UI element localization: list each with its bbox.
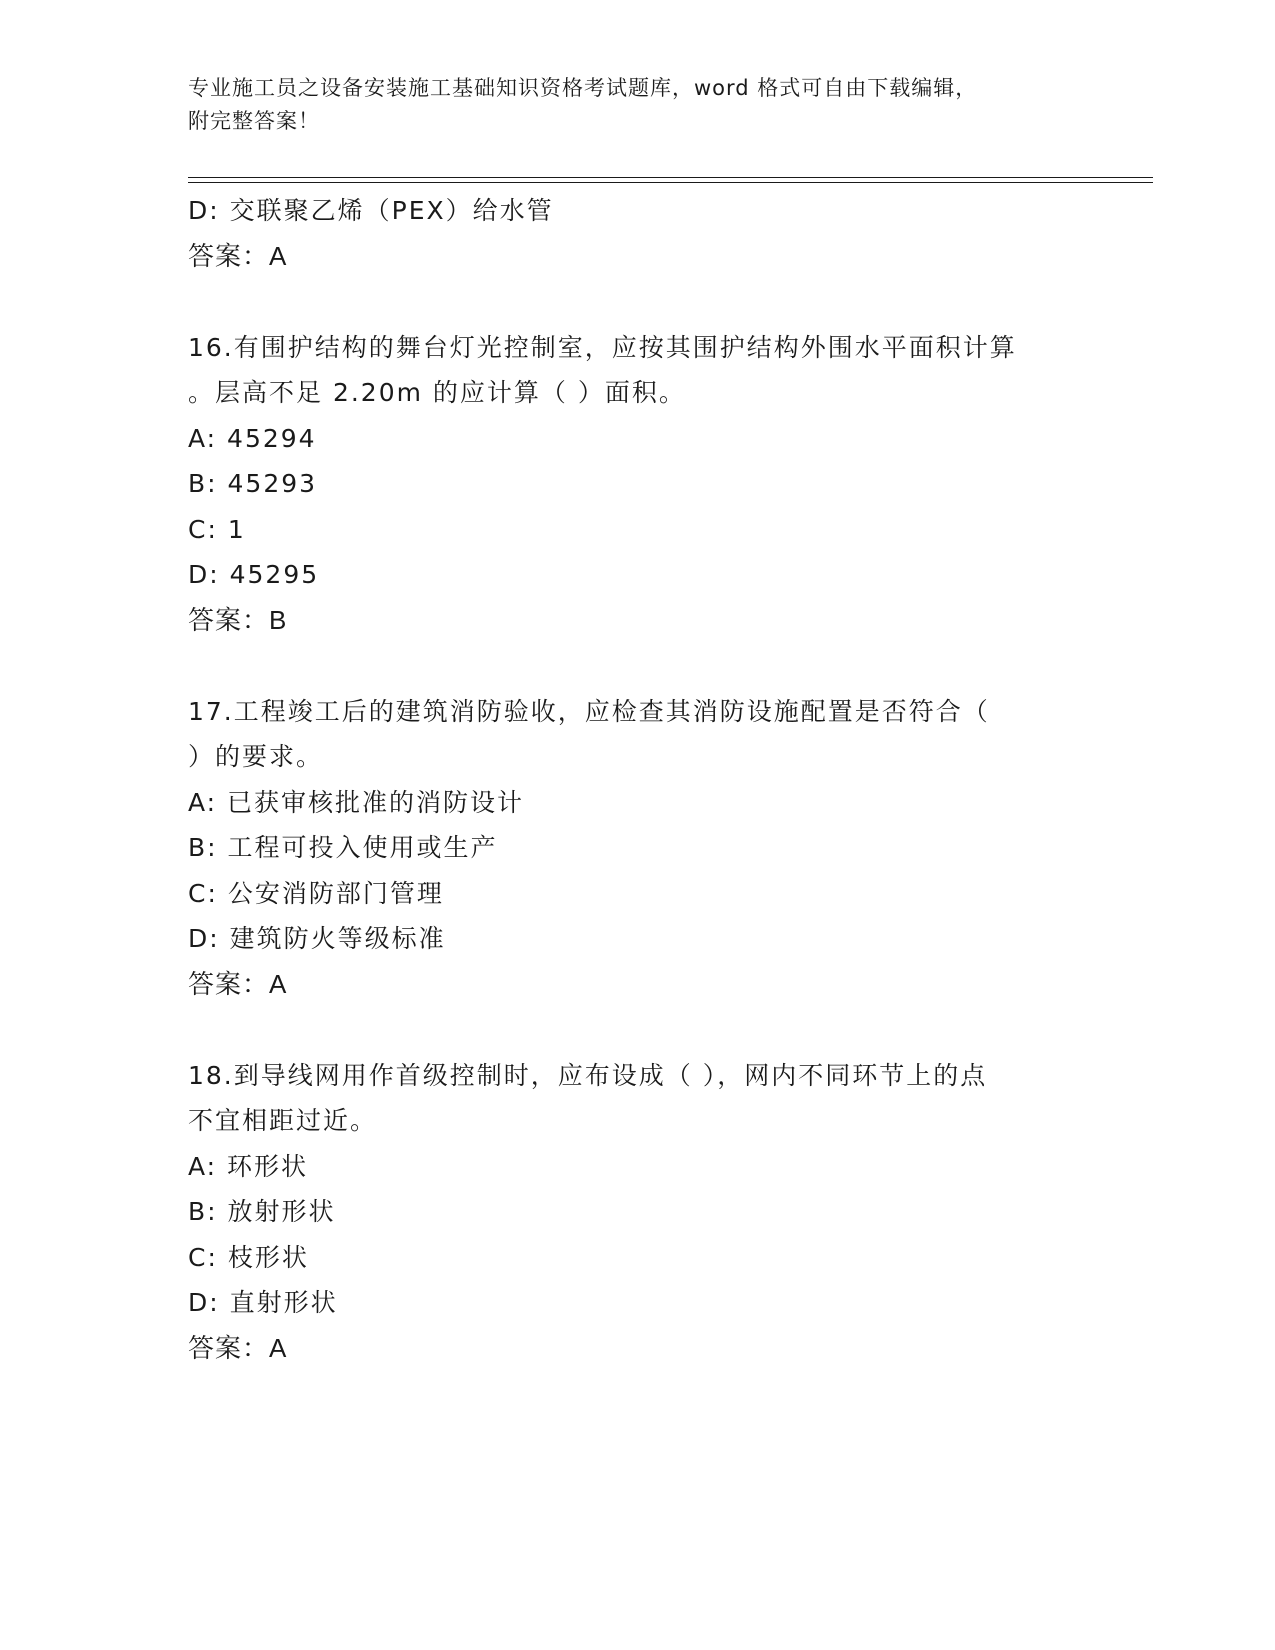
question-18 bbox=[188, 1053, 1088, 1372]
option-a: A: 45294 bbox=[188, 423, 317, 453]
spacer bbox=[188, 279, 1088, 325]
option-d: D: 直射形状 bbox=[188, 1288, 338, 1317]
option-c: C: 公安消防部门管理 bbox=[188, 878, 444, 908]
header-divider-top bbox=[188, 177, 1153, 178]
question-16 bbox=[188, 325, 1088, 644]
option-d: D: 建筑防火等级标准 bbox=[188, 924, 446, 953]
question-stem-line: 。层高不足 2.20m 的应计算（ ）面积。 bbox=[188, 378, 686, 407]
question-stem-line: ）的要求。 bbox=[188, 742, 324, 771]
question-17 bbox=[188, 689, 1088, 1008]
document-header bbox=[188, 72, 1088, 138]
question-stem-line: 16.有围护结构的舞台灯光控制室，应按其围护结构外围水平面积计算 bbox=[188, 332, 1017, 362]
header-line-1: 专业施工员之设备安装施工基础知识资格考试题库，word 格式可自由下载编辑， bbox=[188, 76, 978, 100]
answer: 答案：A bbox=[188, 968, 288, 999]
question-stem-line: 17.工程竣工后的建筑消防验收，应检查其消防设施配置是否符合（ bbox=[188, 696, 990, 726]
answer: 答案：B bbox=[188, 604, 288, 635]
question-content bbox=[188, 188, 1088, 1371]
option-c: C: 1 bbox=[188, 514, 246, 544]
option-b: B: 45293 bbox=[188, 469, 318, 498]
option-b: B: 放射形状 bbox=[188, 1197, 336, 1226]
option-a: A: 已获审核批准的消防设计 bbox=[188, 787, 525, 817]
question-stem-line: 18.到导线网用作首级控制时，应布设成（ ），网内不同环节上的点 bbox=[188, 1060, 988, 1090]
header-line-2: 附完整答案！ bbox=[188, 109, 320, 133]
spacer bbox=[188, 643, 1088, 689]
spacer bbox=[188, 1007, 1088, 1053]
question-stem-line: 不宜相距过近。 bbox=[188, 1106, 378, 1135]
option-d: D: 45295 bbox=[188, 560, 320, 589]
prev-option-d: D: 交联聚乙烯（PEX）给水管 bbox=[188, 196, 554, 225]
option-c: C: 枝形状 bbox=[188, 1242, 309, 1272]
option-a: A: 环形状 bbox=[188, 1151, 309, 1181]
option-b: B: 工程可投入使用或生产 bbox=[188, 833, 498, 862]
prev-answer: 答案：A bbox=[188, 240, 288, 271]
header-divider-bottom bbox=[188, 182, 1153, 183]
answer: 答案：A bbox=[188, 1332, 288, 1363]
